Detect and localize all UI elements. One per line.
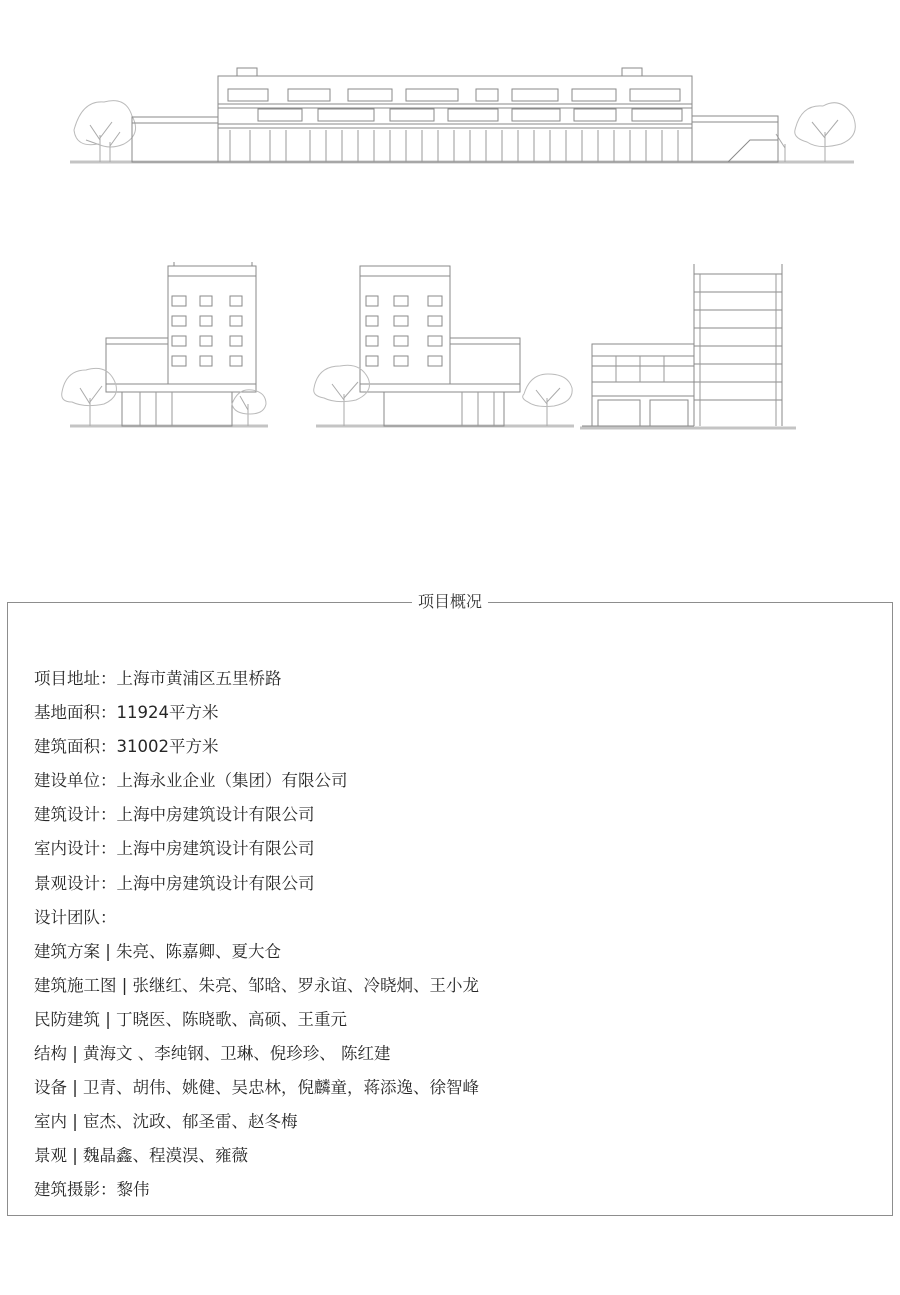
overview-line: 建设单位：上海永业企业（集团）有限公司 [34, 771, 348, 791]
overview-line: 景观 | 魏晶鑫、程漠淏、雍薇 [34, 1146, 249, 1166]
side-elevation-drawing [312, 262, 577, 434]
overview-line: 设备 | 卫青、胡伟、姚健、吴忠林，倪麟童，蒋添逸、徐智峰 [34, 1078, 480, 1098]
overview-line: 建筑方案 | 朱亮、陈嘉卿、夏大仓 [34, 941, 282, 961]
overview-line: 设计团队： [34, 907, 117, 927]
overview-line: 室内设计：上海中房建筑设计有限公司 [34, 839, 315, 859]
overview-line: 基地面积：11924平方米 [34, 703, 219, 723]
section-drawing [578, 262, 800, 434]
overview-line: 项目地址：上海市黄浦区五里桥路 [34, 669, 282, 688]
overview-line: 建筑摄影：黎伟 [34, 1180, 150, 1200]
overview-list [34, 662, 479, 1208]
overview-title: 项目概况 [412, 592, 488, 612]
overview-line: 室内 | 宦杰、沈政、郁圣雷、赵冬梅 [34, 1112, 298, 1132]
overview-line: 建筑面积：31002平方米 [34, 737, 219, 757]
overview-line: 建筑设计：上海中房建筑设计有限公司 [34, 805, 315, 825]
front-elevation-drawing [60, 60, 860, 172]
side-elevation-drawing [60, 262, 270, 434]
project-overview-panel [7, 592, 893, 1216]
overview-line: 建筑施工图 | 张继红、朱亮、邹晗、罗永谊、冷晓炯、王小龙 [34, 975, 480, 995]
overview-line: 民防建筑 | 丁晓医、陈晓歌、高硕、王重元 [34, 1009, 348, 1029]
overview-line: 景观设计：上海中房建筑设计有限公司 [34, 873, 315, 893]
overview-line: 结构 | 黄海文 、李纯钢、卫琳、倪珍珍、 陈红建 [34, 1044, 391, 1064]
